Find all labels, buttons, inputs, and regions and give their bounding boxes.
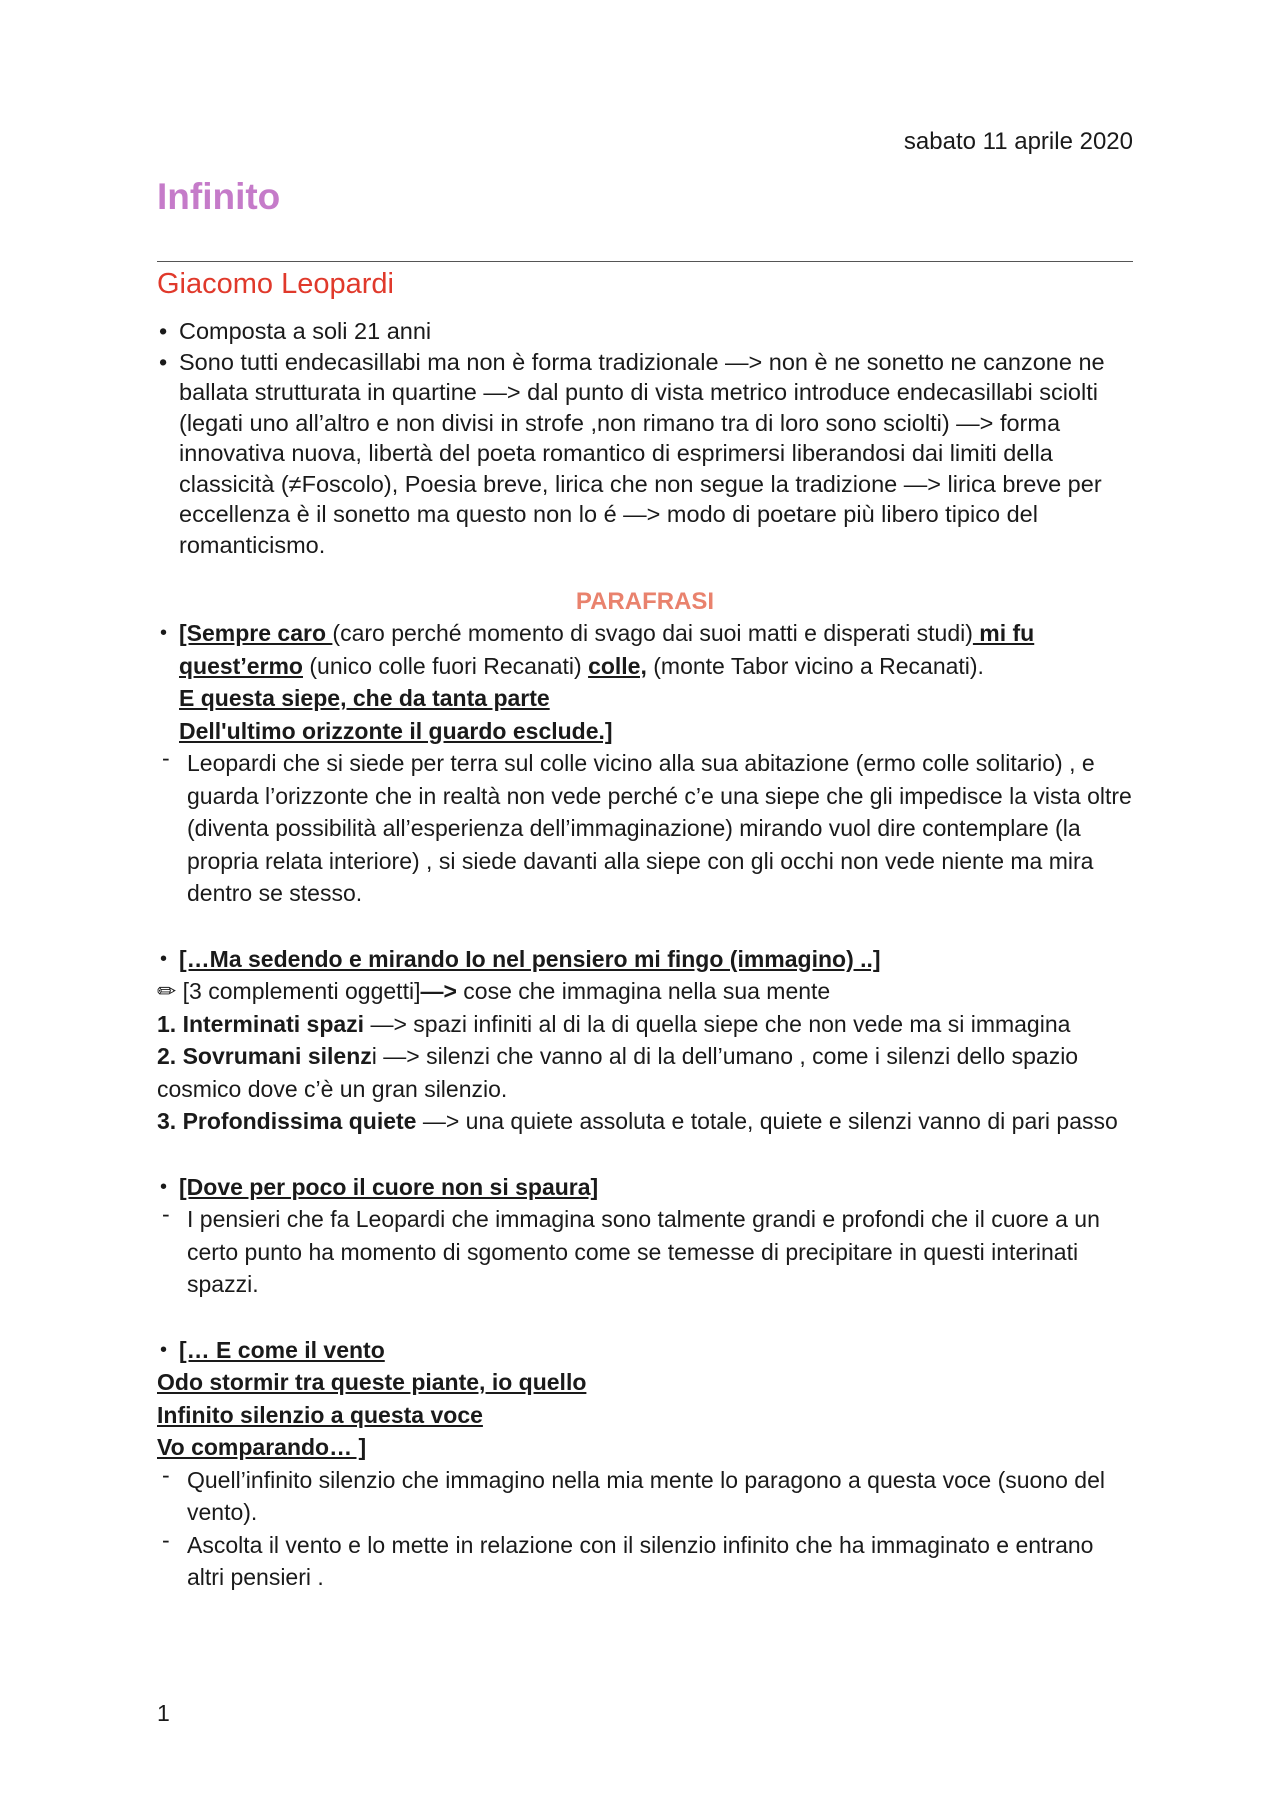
document-subtitle: Giacomo Leopardi xyxy=(157,268,394,300)
item-text: i —> silenzi che vanno al di la dell’umano , come i silenzi dello spazio cosmico dove c’è un gran silenzio. xyxy=(157,1043,1079,1102)
verse-note: (monte Tabor vicino a Recanati). xyxy=(646,652,984,679)
parafrasi-bullet xyxy=(157,943,1133,976)
note-arrow: —> xyxy=(420,978,457,1004)
verse-line: [… E come il vento xyxy=(179,1336,385,1363)
note-line xyxy=(157,975,1133,1008)
title-divider xyxy=(157,261,1133,262)
numbered-item xyxy=(157,1008,1133,1041)
numbered-item xyxy=(157,1040,1133,1105)
document-page xyxy=(157,0,1133,1811)
section-heading-parafrasi: PARAFRASI xyxy=(575,588,715,615)
verse-quote: [Dove per poco il cuore non si spaura] xyxy=(179,1173,599,1200)
verse-line: E questa siepe, che da tanta parte xyxy=(179,685,550,711)
verse-quote: [Sempre caro xyxy=(179,620,333,646)
explanation-item: - Quell’infinito silenzio che immagino nella mia mente lo paragono a questa voce (suono del vento). xyxy=(157,1464,1133,1529)
verse-line: Vo comparando… ] xyxy=(157,1434,367,1460)
verse-note: (caro perché momento di svago dai suoi matti e disperati studi) xyxy=(332,620,973,646)
parafrasi-bullet xyxy=(157,1171,1133,1204)
explanation-item: - Leopardi che si siede per terra sul colle vicino alla sua abitazione (ermo colle solitario) , e guarda l’orizzonte che in realtà non vede perché c’e una siepe che gli impedisce la vista oltre (diventa possibilità all’esperienza dell’immaginazione) mirando vuol dire contemplare (la propria relata interiore) , si siede davanti alla siepe con gli occhi non vede niente ma mira dentro se stesso. xyxy=(157,747,1133,910)
verse-note: (unico colle fuori Recanati) xyxy=(302,652,589,679)
document-date: sabato 11 aprile 2020 xyxy=(903,128,1133,155)
item-text: —> una quiete assoluta e totale, quiete e silenzi vanno di pari passo xyxy=(416,1108,1118,1134)
page-number: 1 xyxy=(157,1700,170,1726)
verse-quote: mi fu quest’ermo xyxy=(179,620,1035,679)
intro-bullet: • Composta a soli 21 anni xyxy=(157,316,1133,347)
numbered-item xyxy=(157,1105,1133,1138)
note-rest: cose che immagina nella sua mente xyxy=(456,978,831,1004)
parafrasi-bullet xyxy=(157,1334,1133,1367)
document-title: Infinito xyxy=(157,176,281,217)
document-body xyxy=(157,316,1133,1594)
verse-quote: […Ma sedendo e mirando Io nel pensiero mi fingo (immagino) ..] xyxy=(179,945,881,972)
item-label: 2. Sovrumani silenz xyxy=(157,1043,372,1069)
item-label: 1. Interminati spazi xyxy=(157,1010,365,1037)
verse-line: Odo stormir tra queste piante, io quello xyxy=(157,1369,587,1395)
item-label: 3. Profondissima quiete xyxy=(157,1108,417,1134)
pencil-icon: ✏ xyxy=(157,978,177,1004)
intro-bullet: • Sono tutti endecasillabi ma non è forma tradizionale —> non è ne sonetto ne canzone ne ballata strutturata in quartine —> dal punto di vista metrico introduce endecasillabi sciolti (legati uno all’altro e non divisi in strofe ,non rimano tra di loro sono sciolti) —> forma innovativa nuova, libertà del poeta romantico di esprimersi liberandosi dai limiti della classicità (≠Foscolo), Poesia breve, lirica che non segue la tradizione —> lirica breve per eccellenza è il sonetto ma questo non lo é —> modo di poetare più libero tipico del romanticismo. xyxy=(157,347,1133,561)
explanation-item: - I pensieri che fa Leopardi che immagina sono talmente grandi e profondi che il cuore a un certo punto ha momento di sgomento come se temesse di precipitare in questi interinati spazzi. xyxy=(157,1203,1133,1301)
verse-quote: colle, xyxy=(588,652,647,679)
verse-line: Dell'ultimo orizzonte il guardo esclude.] xyxy=(179,717,613,744)
parafrasi-body xyxy=(157,617,1133,1594)
note-text: [3 complementi oggetti] xyxy=(176,978,421,1004)
explanation-item: - Ascolta il vento e lo mette in relazione con il silenzio infinito che ha immaginato e entrano altri pensieri . xyxy=(157,1529,1133,1594)
verse-line: Infinito silenzio a questa voce xyxy=(157,1401,483,1428)
item-text: —> spazi infiniti al di la di quella siepe che non vede ma si immagina xyxy=(364,1010,1071,1037)
parafrasi-bullet xyxy=(157,617,1133,747)
